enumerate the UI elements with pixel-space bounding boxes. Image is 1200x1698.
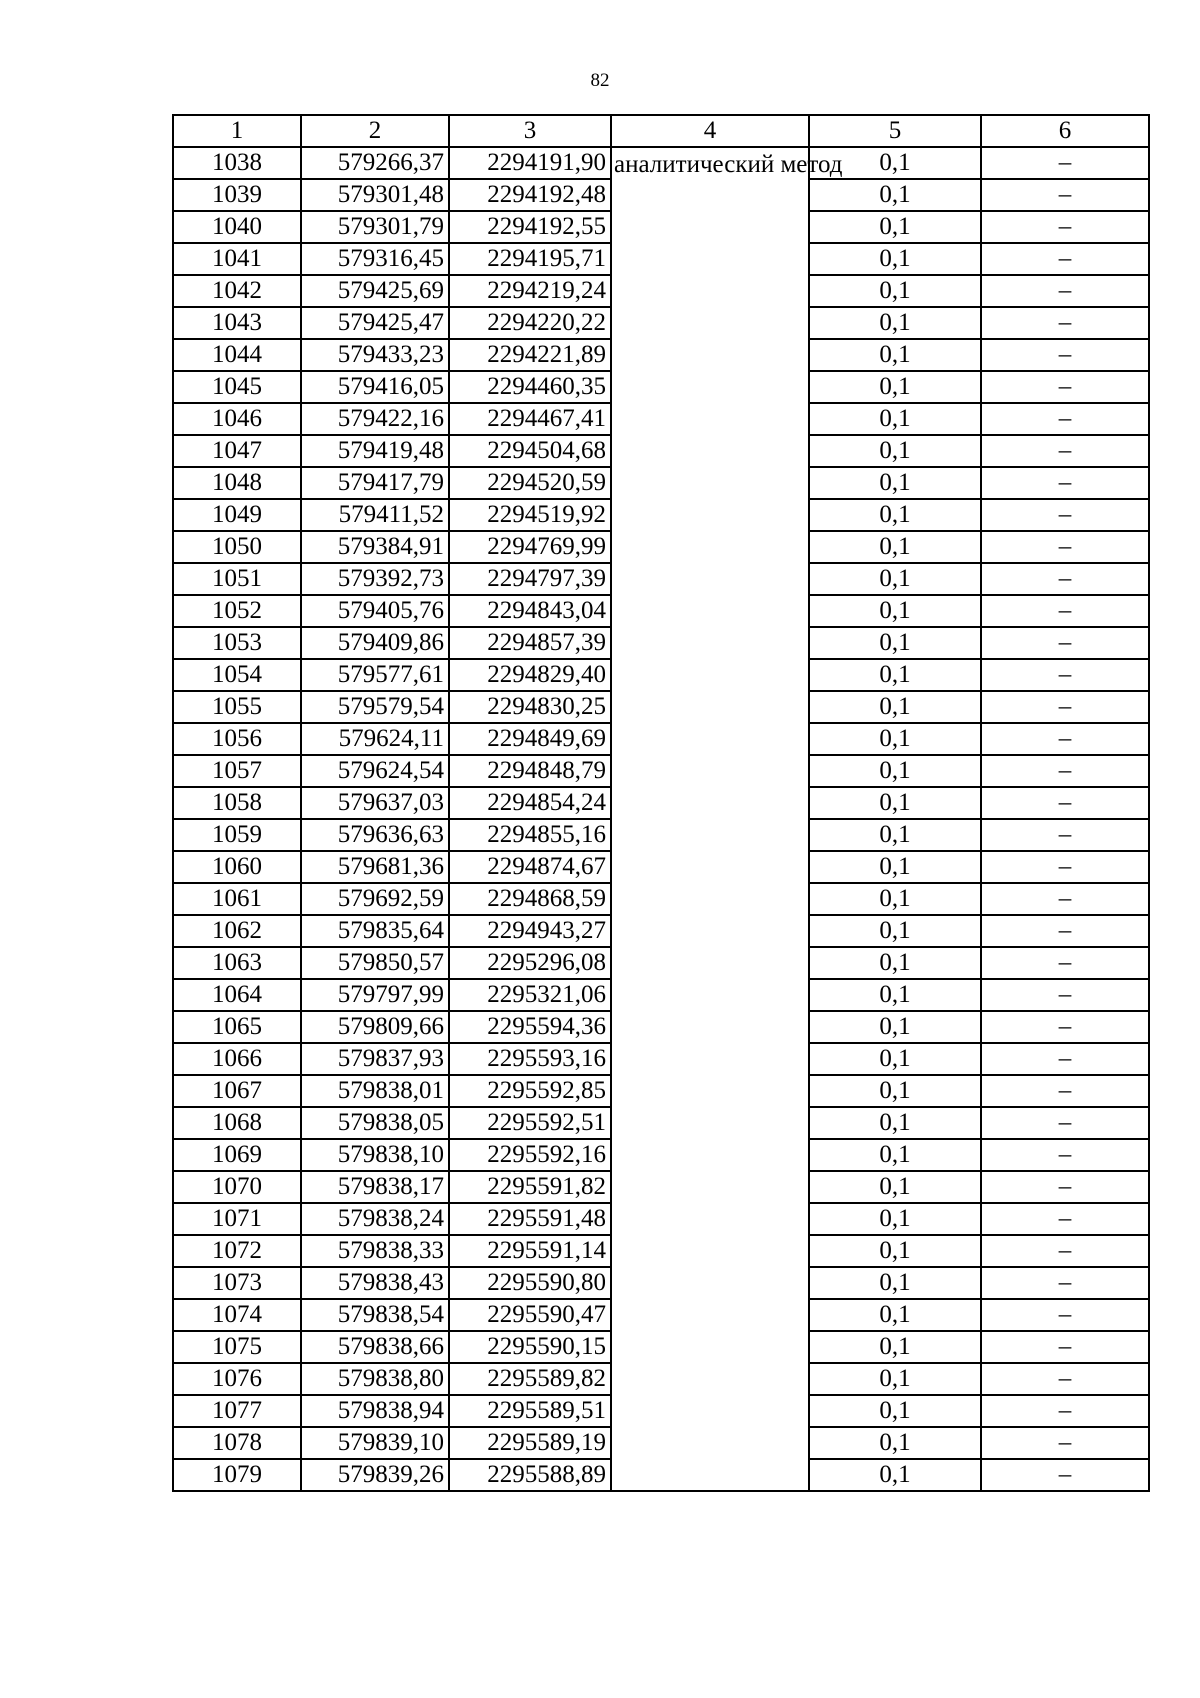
accuracy-cell: 0,1: [809, 467, 981, 499]
point-number-cell: 1072: [173, 1235, 301, 1267]
y-coordinate-cell: 2295591,48: [449, 1203, 611, 1235]
point-number-cell: 1067: [173, 1075, 301, 1107]
note-cell: –: [981, 1107, 1149, 1139]
accuracy-cell: 0,1: [809, 659, 981, 691]
point-number-cell: 1070: [173, 1171, 301, 1203]
y-coordinate-cell: 2295321,06: [449, 979, 611, 1011]
y-coordinate-cell: 2294519,92: [449, 499, 611, 531]
column-header-1: 1: [173, 115, 301, 147]
x-coordinate-cell: 579301,48: [301, 179, 449, 211]
accuracy-cell: 0,1: [809, 627, 981, 659]
x-coordinate-cell: 579850,57: [301, 947, 449, 979]
column-header-4: 4: [611, 115, 809, 147]
x-coordinate-cell: 579624,54: [301, 755, 449, 787]
y-coordinate-cell: 2294219,24: [449, 275, 611, 307]
note-cell: –: [981, 691, 1149, 723]
x-coordinate-cell: 579838,01: [301, 1075, 449, 1107]
accuracy-cell: 0,1: [809, 1427, 981, 1459]
note-cell: –: [981, 1299, 1149, 1331]
y-coordinate-cell: 2294855,16: [449, 819, 611, 851]
x-coordinate-cell: 579838,66: [301, 1331, 449, 1363]
y-coordinate-cell: 2295592,16: [449, 1139, 611, 1171]
note-cell: –: [981, 979, 1149, 1011]
accuracy-cell: 0,1: [809, 435, 981, 467]
note-cell: –: [981, 1011, 1149, 1043]
x-coordinate-cell: 579301,79: [301, 211, 449, 243]
header-row: [173, 115, 1149, 147]
accuracy-cell: 0,1: [809, 1139, 981, 1171]
accuracy-cell: 0,1: [809, 947, 981, 979]
accuracy-cell: 0,1: [809, 1011, 981, 1043]
y-coordinate-cell: 2294221,89: [449, 339, 611, 371]
accuracy-cell: 0,1: [809, 1395, 981, 1427]
point-number-cell: 1077: [173, 1395, 301, 1427]
accuracy-cell: 0,1: [809, 1203, 981, 1235]
accuracy-cell: 0,1: [809, 275, 981, 307]
y-coordinate-cell: 2294848,79: [449, 755, 611, 787]
note-cell: –: [981, 947, 1149, 979]
y-coordinate-cell: 2295588,89: [449, 1459, 611, 1491]
accuracy-cell: 0,1: [809, 1235, 981, 1267]
point-number-cell: 1079: [173, 1459, 301, 1491]
point-number-cell: 1069: [173, 1139, 301, 1171]
x-coordinate-cell: 579419,48: [301, 435, 449, 467]
accuracy-cell: 0,1: [809, 563, 981, 595]
point-number-cell: 1076: [173, 1363, 301, 1395]
x-coordinate-cell: 579416,05: [301, 371, 449, 403]
y-coordinate-cell: 2294192,55: [449, 211, 611, 243]
x-coordinate-cell: 579838,43: [301, 1267, 449, 1299]
point-number-cell: 1038: [173, 147, 301, 179]
point-number-cell: 1046: [173, 403, 301, 435]
note-cell: –: [981, 659, 1149, 691]
y-coordinate-cell: 2295589,51: [449, 1395, 611, 1427]
x-coordinate-cell: 579839,10: [301, 1427, 449, 1459]
note-cell: –: [981, 1043, 1149, 1075]
y-coordinate-cell: 2294504,68: [449, 435, 611, 467]
x-coordinate-cell: 579579,54: [301, 691, 449, 723]
point-number-cell: 1047: [173, 435, 301, 467]
y-coordinate-cell: 2294849,69: [449, 723, 611, 755]
note-cell: –: [981, 371, 1149, 403]
accuracy-cell: 0,1: [809, 403, 981, 435]
note-cell: –: [981, 883, 1149, 915]
x-coordinate-cell: 579637,03: [301, 787, 449, 819]
column-header-2: 2: [301, 115, 449, 147]
note-cell: –: [981, 1331, 1149, 1363]
x-coordinate-cell: 579409,86: [301, 627, 449, 659]
x-coordinate-cell: 579838,80: [301, 1363, 449, 1395]
x-coordinate-cell: 579838,10: [301, 1139, 449, 1171]
point-number-cell: 1042: [173, 275, 301, 307]
note-cell: –: [981, 499, 1149, 531]
point-number-cell: 1061: [173, 883, 301, 915]
note-cell: –: [981, 1395, 1149, 1427]
x-coordinate-cell: 579392,73: [301, 563, 449, 595]
x-coordinate-cell: 579433,23: [301, 339, 449, 371]
point-number-cell: 1059: [173, 819, 301, 851]
y-coordinate-cell: 2295590,80: [449, 1267, 611, 1299]
x-coordinate-cell: 579838,05: [301, 1107, 449, 1139]
y-coordinate-cell: 2294857,39: [449, 627, 611, 659]
point-number-cell: 1073: [173, 1267, 301, 1299]
point-number-cell: 1050: [173, 531, 301, 563]
accuracy-cell: 0,1: [809, 1075, 981, 1107]
point-number-cell: 1052: [173, 595, 301, 627]
x-coordinate-cell: 579405,76: [301, 595, 449, 627]
point-number-cell: 1053: [173, 627, 301, 659]
accuracy-cell: 0,1: [809, 499, 981, 531]
point-number-cell: 1062: [173, 915, 301, 947]
accuracy-cell: 0,1: [809, 691, 981, 723]
accuracy-cell: 0,1: [809, 787, 981, 819]
y-coordinate-cell: 2294797,39: [449, 563, 611, 595]
y-coordinate-cell: 2294843,04: [449, 595, 611, 627]
y-coordinate-cell: 2295590,47: [449, 1299, 611, 1331]
y-coordinate-cell: 2295590,15: [449, 1331, 611, 1363]
point-number-cell: 1041: [173, 243, 301, 275]
x-coordinate-cell: 579692,59: [301, 883, 449, 915]
accuracy-cell: 0,1: [809, 1459, 981, 1491]
x-coordinate-cell: 579838,33: [301, 1235, 449, 1267]
point-number-cell: 1048: [173, 467, 301, 499]
accuracy-cell: 0,1: [809, 339, 981, 371]
point-number-cell: 1058: [173, 787, 301, 819]
point-number-cell: 1074: [173, 1299, 301, 1331]
accuracy-cell: 0,1: [809, 179, 981, 211]
x-coordinate-cell: 579316,45: [301, 243, 449, 275]
x-coordinate-cell: 579384,91: [301, 531, 449, 563]
x-coordinate-cell: 579425,69: [301, 275, 449, 307]
accuracy-cell: 0,1: [809, 723, 981, 755]
note-cell: –: [981, 851, 1149, 883]
coordinates-table: [172, 114, 1150, 1492]
y-coordinate-cell: 2295591,82: [449, 1171, 611, 1203]
note-cell: –: [981, 435, 1149, 467]
y-coordinate-cell: 2294191,90: [449, 147, 611, 179]
x-coordinate-cell: 579425,47: [301, 307, 449, 339]
x-coordinate-cell: 579411,52: [301, 499, 449, 531]
note-cell: –: [981, 819, 1149, 851]
note-cell: –: [981, 275, 1149, 307]
note-cell: –: [981, 563, 1149, 595]
point-number-cell: 1060: [173, 851, 301, 883]
note-cell: –: [981, 467, 1149, 499]
x-coordinate-cell: 579838,54: [301, 1299, 449, 1331]
y-coordinate-cell: 2295594,36: [449, 1011, 611, 1043]
method-cell: аналитический метод: [611, 147, 809, 1491]
x-coordinate-cell: 579838,17: [301, 1171, 449, 1203]
accuracy-cell: 0,1: [809, 1107, 981, 1139]
y-coordinate-cell: 2295593,16: [449, 1043, 611, 1075]
y-coordinate-cell: 2295592,85: [449, 1075, 611, 1107]
y-coordinate-cell: 2294192,48: [449, 179, 611, 211]
x-coordinate-cell: 579681,36: [301, 851, 449, 883]
x-coordinate-cell: 579837,93: [301, 1043, 449, 1075]
point-number-cell: 1064: [173, 979, 301, 1011]
point-number-cell: 1066: [173, 1043, 301, 1075]
point-number-cell: 1057: [173, 755, 301, 787]
note-cell: –: [981, 627, 1149, 659]
note-cell: –: [981, 1171, 1149, 1203]
x-coordinate-cell: 579636,63: [301, 819, 449, 851]
note-cell: –: [981, 531, 1149, 563]
y-coordinate-cell: 2294943,27: [449, 915, 611, 947]
column-header-6: 6: [981, 115, 1149, 147]
accuracy-cell: 0,1: [809, 1363, 981, 1395]
point-number-cell: 1049: [173, 499, 301, 531]
accuracy-cell: 0,1: [809, 243, 981, 275]
x-coordinate-cell: 579838,24: [301, 1203, 449, 1235]
point-number-cell: 1078: [173, 1427, 301, 1459]
y-coordinate-cell: 2295296,08: [449, 947, 611, 979]
note-cell: –: [981, 755, 1149, 787]
note-cell: –: [981, 403, 1149, 435]
accuracy-cell: 0,1: [809, 595, 981, 627]
note-cell: –: [981, 595, 1149, 627]
note-cell: –: [981, 307, 1149, 339]
column-header-5: 5: [809, 115, 981, 147]
page-number: 82: [590, 70, 610, 91]
accuracy-cell: 0,1: [809, 755, 981, 787]
x-coordinate-cell: 579797,99: [301, 979, 449, 1011]
y-coordinate-cell: 2295589,82: [449, 1363, 611, 1395]
point-number-cell: 1044: [173, 339, 301, 371]
y-coordinate-cell: 2294830,25: [449, 691, 611, 723]
accuracy-cell: 0,1: [809, 883, 981, 915]
y-coordinate-cell: 2295591,14: [449, 1235, 611, 1267]
x-coordinate-cell: 579809,66: [301, 1011, 449, 1043]
point-number-cell: 1039: [173, 179, 301, 211]
accuracy-cell: 0,1: [809, 211, 981, 243]
y-coordinate-cell: 2294195,71: [449, 243, 611, 275]
x-coordinate-cell: 579266,37: [301, 147, 449, 179]
note-cell: –: [981, 1267, 1149, 1299]
note-cell: –: [981, 147, 1149, 179]
y-coordinate-cell: 2294854,24: [449, 787, 611, 819]
y-coordinate-cell: 2294874,67: [449, 851, 611, 883]
table-body: [173, 147, 1149, 1491]
accuracy-cell: 0,1: [809, 531, 981, 563]
point-number-cell: 1056: [173, 723, 301, 755]
x-coordinate-cell: 579835,64: [301, 915, 449, 947]
note-cell: –: [981, 1139, 1149, 1171]
point-number-cell: 1068: [173, 1107, 301, 1139]
y-coordinate-cell: 2294769,99: [449, 531, 611, 563]
x-coordinate-cell: 579839,26: [301, 1459, 449, 1491]
table-row: [173, 147, 1149, 179]
x-coordinate-cell: 579838,94: [301, 1395, 449, 1427]
note-cell: –: [981, 1363, 1149, 1395]
note-cell: –: [981, 1235, 1149, 1267]
point-number-cell: 1045: [173, 371, 301, 403]
x-coordinate-cell: 579417,79: [301, 467, 449, 499]
y-coordinate-cell: 2294868,59: [449, 883, 611, 915]
accuracy-cell: 0,1: [809, 851, 981, 883]
accuracy-cell: 0,1: [809, 819, 981, 851]
accuracy-cell: 0,1: [809, 1331, 981, 1363]
accuracy-cell: 0,1: [809, 371, 981, 403]
y-coordinate-cell: 2294520,59: [449, 467, 611, 499]
point-number-cell: 1043: [173, 307, 301, 339]
x-coordinate-cell: 579422,16: [301, 403, 449, 435]
y-coordinate-cell: 2294460,35: [449, 371, 611, 403]
point-number-cell: 1055: [173, 691, 301, 723]
x-coordinate-cell: 579624,11: [301, 723, 449, 755]
y-coordinate-cell: 2294220,22: [449, 307, 611, 339]
note-cell: –: [981, 179, 1149, 211]
note-cell: –: [981, 211, 1149, 243]
x-coordinate-cell: 579577,61: [301, 659, 449, 691]
note-cell: –: [981, 1459, 1149, 1491]
y-coordinate-cell: 2294829,40: [449, 659, 611, 691]
column-header-3: 3: [449, 115, 611, 147]
accuracy-cell: 0,1: [809, 979, 981, 1011]
point-number-cell: 1071: [173, 1203, 301, 1235]
y-coordinate-cell: 2295592,51: [449, 1107, 611, 1139]
y-coordinate-cell: 2294467,41: [449, 403, 611, 435]
accuracy-cell: 0,1: [809, 307, 981, 339]
accuracy-cell: 0,1: [809, 1267, 981, 1299]
accuracy-cell: 0,1: [809, 147, 981, 179]
y-coordinate-cell: 2295589,19: [449, 1427, 611, 1459]
note-cell: –: [981, 723, 1149, 755]
point-number-cell: 1040: [173, 211, 301, 243]
note-cell: –: [981, 915, 1149, 947]
note-cell: –: [981, 1075, 1149, 1107]
point-number-cell: 1054: [173, 659, 301, 691]
note-cell: –: [981, 243, 1149, 275]
note-cell: –: [981, 1427, 1149, 1459]
note-cell: –: [981, 339, 1149, 371]
note-cell: –: [981, 787, 1149, 819]
point-number-cell: 1051: [173, 563, 301, 595]
accuracy-cell: 0,1: [809, 915, 981, 947]
point-number-cell: 1065: [173, 1011, 301, 1043]
accuracy-cell: 0,1: [809, 1299, 981, 1331]
note-cell: –: [981, 1203, 1149, 1235]
point-number-cell: 1075: [173, 1331, 301, 1363]
accuracy-cell: 0,1: [809, 1171, 981, 1203]
accuracy-cell: 0,1: [809, 1043, 981, 1075]
point-number-cell: 1063: [173, 947, 301, 979]
